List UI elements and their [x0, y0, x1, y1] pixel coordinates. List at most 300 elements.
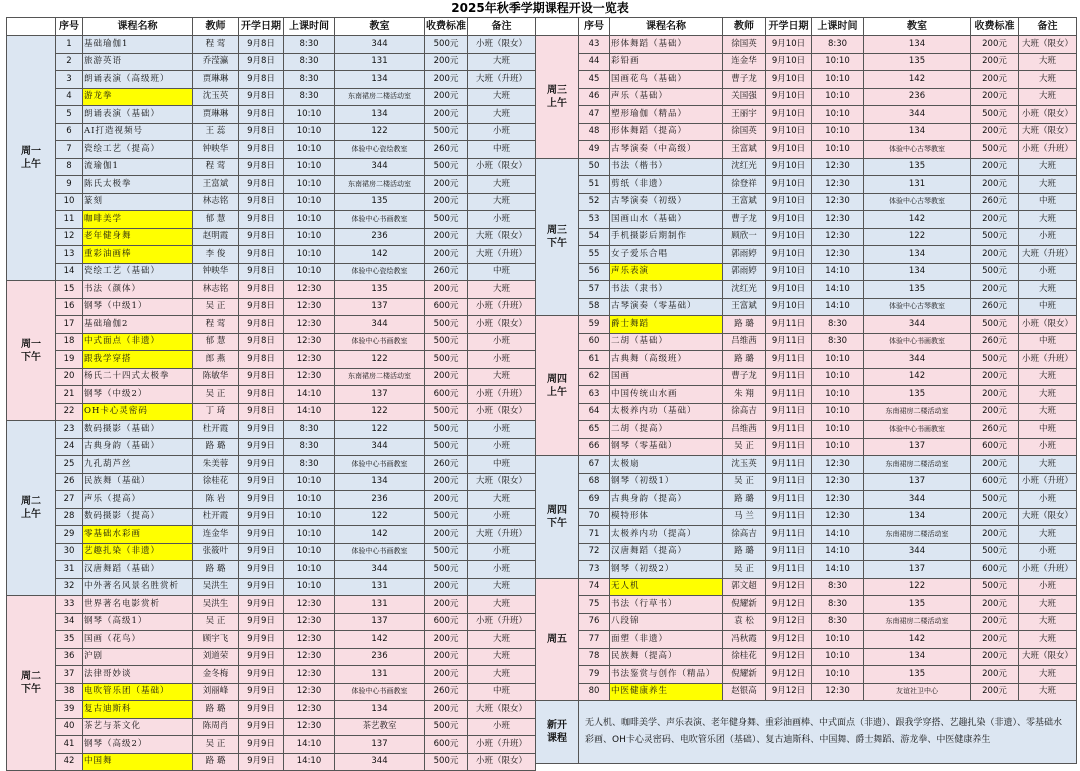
- start-date: 9月10日: [766, 71, 812, 89]
- row-no: 30: [56, 543, 83, 561]
- class-time: 8:30: [284, 36, 335, 54]
- table-row: [536, 211, 1077, 229]
- classroom: 135: [864, 281, 971, 299]
- course-name: 艺趣扎染（非遗）: [83, 543, 193, 561]
- start-date: 9月9日: [239, 596, 284, 614]
- period-label: 周四 下午: [536, 456, 579, 579]
- teacher: 倪耀新: [723, 666, 766, 684]
- class-time: 10:10: [284, 246, 335, 264]
- classroom: 东南裙房二楼活动室: [864, 456, 971, 474]
- course-name: 书法鉴赏与创作（精品）: [610, 666, 723, 684]
- note: 大班: [468, 281, 536, 299]
- classroom: 135: [864, 158, 971, 176]
- course-name: 中国传统山水画: [610, 386, 723, 404]
- row-no: 45: [579, 71, 610, 89]
- note: 小班: [1019, 228, 1077, 246]
- note: 大班（升班）: [468, 246, 536, 264]
- class-time: 14:10: [284, 753, 335, 771]
- header-row-left: [7, 18, 536, 36]
- table-row: [7, 298, 536, 316]
- note: 小班（升班）: [1019, 141, 1077, 159]
- table-row: [536, 473, 1077, 491]
- course-name: 老年健身舞: [83, 228, 193, 246]
- row-no: 34: [56, 613, 83, 631]
- start-date: 9月11日: [766, 526, 812, 544]
- header-teacher: 教师: [193, 18, 239, 36]
- teacher: 曹子龙: [723, 211, 766, 229]
- course-name: 跟我学穿搭: [83, 351, 193, 369]
- classroom: 122: [335, 351, 425, 369]
- fee: 200元: [425, 596, 468, 614]
- period-label: 周一 下午: [7, 281, 56, 421]
- fee: 500元: [425, 508, 468, 526]
- row-no: 77: [579, 631, 610, 649]
- course-name: 古琴演奏（初级）: [610, 193, 723, 211]
- classroom: 134: [864, 648, 971, 666]
- class-time: 10:10: [812, 71, 864, 89]
- classroom: 142: [864, 211, 971, 229]
- classroom: 东南裙房二楼活动室: [864, 613, 971, 631]
- fee: 500元: [971, 316, 1019, 334]
- classroom: 344: [335, 561, 425, 579]
- table-row: [7, 613, 536, 631]
- class-time: 10:10: [812, 368, 864, 386]
- start-date: 9月9日: [239, 543, 284, 561]
- start-date: 9月11日: [766, 561, 812, 579]
- course-name: 钢琴（零基础）: [610, 438, 723, 456]
- fee: 600元: [425, 613, 468, 631]
- teacher: 连金华: [723, 53, 766, 71]
- fee: 500元: [971, 543, 1019, 561]
- teacher: 贾琳琳: [193, 71, 239, 89]
- note: 小班（升班）: [1019, 473, 1077, 491]
- note: 小班: [1019, 491, 1077, 509]
- header-period: [7, 18, 56, 36]
- course-name: 古典舞（高级班）: [610, 351, 723, 369]
- fee: 500元: [425, 421, 468, 439]
- period-label: 周五: [536, 578, 579, 701]
- classroom: 137: [335, 736, 425, 754]
- start-date: 9月8日: [239, 106, 284, 124]
- table-row: [536, 298, 1077, 316]
- table-row: [536, 36, 1077, 54]
- classroom: 344: [864, 106, 971, 124]
- class-time: 12:30: [284, 701, 335, 719]
- classroom: 体验中心书画教室: [335, 683, 425, 701]
- table-row: [7, 141, 536, 159]
- course-name: 二胡（基础）: [610, 333, 723, 351]
- row-no: 21: [56, 386, 83, 404]
- period-label: 周三 下午: [536, 158, 579, 316]
- table-row: [7, 123, 536, 141]
- table-row: [536, 491, 1077, 509]
- fee: 200元: [971, 508, 1019, 526]
- table-row: [536, 176, 1077, 194]
- course-name: 汉唐舞蹈（提高）: [610, 543, 723, 561]
- note: 小班: [468, 718, 536, 736]
- fee: 500元: [971, 351, 1019, 369]
- course-name: 世界著名电影赏析: [83, 596, 193, 614]
- class-time: 12:30: [812, 158, 864, 176]
- class-time: 12:30: [812, 246, 864, 264]
- classroom: 142: [864, 71, 971, 89]
- class-time: 8:30: [812, 613, 864, 631]
- class-time: 12:30: [812, 211, 864, 229]
- start-date: 9月8日: [239, 71, 284, 89]
- table-row: [536, 53, 1077, 71]
- table-row: [536, 438, 1077, 456]
- row-no: 33: [56, 596, 83, 614]
- row-no: 74: [579, 578, 610, 596]
- table-row: [7, 438, 536, 456]
- class-time: 10:10: [812, 666, 864, 684]
- fee: 200元: [425, 701, 468, 719]
- teacher: 吴洪生: [193, 596, 239, 614]
- classroom: 137: [335, 613, 425, 631]
- class-time: 10:10: [284, 123, 335, 141]
- course-name: 基础瑜伽2: [83, 316, 193, 334]
- class-time: 10:10: [284, 473, 335, 491]
- teacher: 王 蕊: [193, 123, 239, 141]
- note: 中班: [1019, 421, 1077, 439]
- course-name: 爵士舞蹈: [610, 316, 723, 334]
- course-name: 太极扇: [610, 456, 723, 474]
- course-name: 中外著名风景名胜赏析: [83, 578, 193, 596]
- course-name: 中式面点（非遗）: [83, 333, 193, 351]
- table-row: [536, 508, 1077, 526]
- classroom: 122: [335, 403, 425, 421]
- row-no: 8: [56, 158, 83, 176]
- note: 大班: [1019, 403, 1077, 421]
- teacher: 程 莺: [193, 158, 239, 176]
- start-date: 9月8日: [239, 53, 284, 71]
- fee: 200元: [971, 281, 1019, 299]
- classroom: 体验中心古琴教室: [864, 298, 971, 316]
- classroom: 236: [335, 228, 425, 246]
- header-course: 课程名称: [83, 18, 193, 36]
- note: 小班（限女）: [1019, 106, 1077, 124]
- fee: 500元: [971, 578, 1019, 596]
- table-row: [7, 666, 536, 684]
- row-no: 28: [56, 508, 83, 526]
- fee: 500元: [425, 351, 468, 369]
- start-date: 9月8日: [239, 158, 284, 176]
- schedule-table-left: [6, 17, 536, 771]
- teacher: 钟映华: [193, 263, 239, 281]
- table-row: [7, 368, 536, 386]
- fee: 500元: [425, 438, 468, 456]
- start-date: 9月11日: [766, 421, 812, 439]
- teacher: 徐高吉: [723, 403, 766, 421]
- teacher: 郭文超: [723, 578, 766, 596]
- class-time: 12:30: [812, 193, 864, 211]
- class-time: 12:30: [284, 596, 335, 614]
- classroom: 135: [864, 666, 971, 684]
- start-date: 9月10日: [766, 298, 812, 316]
- teacher: 陈周肖: [193, 718, 239, 736]
- course-name: 茶艺与茶文化: [83, 718, 193, 736]
- start-date: 9月8日: [239, 36, 284, 54]
- period-label: 周二 上午: [7, 421, 56, 596]
- course-name: 民族舞（基础）: [83, 473, 193, 491]
- row-no: 20: [56, 368, 83, 386]
- course-name: 声乐表演: [610, 263, 723, 281]
- course-name: 复古迪斯科: [83, 701, 193, 719]
- course-name: 瓷绘工艺（提高）: [83, 141, 193, 159]
- note: 大班（限女）: [468, 228, 536, 246]
- teacher: 刘道荣: [193, 648, 239, 666]
- teacher: 陈 岩: [193, 491, 239, 509]
- teacher: 曹子龙: [723, 368, 766, 386]
- note: 小班（限女）: [468, 158, 536, 176]
- classroom: 134: [335, 106, 425, 124]
- table-row: [7, 53, 536, 71]
- note: 大班: [1019, 386, 1077, 404]
- classroom: 东南裙房二楼活动室: [864, 403, 971, 421]
- course-name: 女子爱乐合唱: [610, 246, 723, 264]
- row-no: 22: [56, 403, 83, 421]
- note: 大班: [1019, 631, 1077, 649]
- row-no: 10: [56, 193, 83, 211]
- classroom: 体验中心书画教室: [864, 333, 971, 351]
- class-time: 12:30: [812, 228, 864, 246]
- start-date: 9月8日: [239, 351, 284, 369]
- note: 大班: [468, 491, 536, 509]
- teacher: 郭雨婷: [723, 263, 766, 281]
- class-time: 10:10: [284, 228, 335, 246]
- fee: 500元: [425, 561, 468, 579]
- table-row: [536, 456, 1077, 474]
- class-time: 10:10: [812, 386, 864, 404]
- course-name: 朗诵表演（基础）: [83, 106, 193, 124]
- class-time: 10:10: [812, 631, 864, 649]
- row-no: 11: [56, 211, 83, 229]
- start-date: 9月9日: [239, 508, 284, 526]
- fee: 500元: [971, 263, 1019, 281]
- course-name: 书法（隶书）: [610, 281, 723, 299]
- class-time: 14:10: [284, 736, 335, 754]
- table-row: [536, 351, 1077, 369]
- start-date: 9月12日: [766, 613, 812, 631]
- start-date: 9月10日: [766, 228, 812, 246]
- fee: 200元: [425, 246, 468, 264]
- course-name: 形体舞蹈（提高）: [610, 123, 723, 141]
- teacher: 赵明霞: [193, 228, 239, 246]
- teacher: 徐登祥: [723, 176, 766, 194]
- course-name: 汉唐舞蹈（基础）: [83, 561, 193, 579]
- start-date: 9月9日: [239, 631, 284, 649]
- teacher: 刘丽峰: [193, 683, 239, 701]
- classroom: 344: [335, 438, 425, 456]
- classroom: 东南裙房二楼活动室: [335, 176, 425, 194]
- teacher: 徐桂花: [193, 473, 239, 491]
- teacher: 郁 慧: [193, 211, 239, 229]
- course-name: AI打造视频号: [83, 123, 193, 141]
- table-row: [536, 263, 1077, 281]
- row-no: 46: [579, 88, 610, 106]
- period-label: 周一 上午: [7, 36, 56, 281]
- teacher: 林志铭: [193, 193, 239, 211]
- row-no: 24: [56, 438, 83, 456]
- course-name: 杨氏二十四式太极拳: [83, 368, 193, 386]
- fee: 500元: [425, 211, 468, 229]
- fee: 200元: [971, 648, 1019, 666]
- row-no: 43: [579, 36, 610, 54]
- classroom: 134: [864, 123, 971, 141]
- start-date: 9月8日: [239, 211, 284, 229]
- course-name: 彩铅画: [610, 53, 723, 71]
- teacher: 路 璐: [193, 561, 239, 579]
- row-no: 32: [56, 578, 83, 596]
- note: 大班: [468, 631, 536, 649]
- course-name: 钢琴（高级1）: [83, 613, 193, 631]
- teacher: 陈敏华: [193, 368, 239, 386]
- teacher: 袁 松: [723, 613, 766, 631]
- class-time: 10:10: [284, 193, 335, 211]
- start-date: 9月10日: [766, 158, 812, 176]
- class-time: 10:10: [812, 438, 864, 456]
- course-name: 国画: [610, 368, 723, 386]
- teacher: 郎 燕: [193, 351, 239, 369]
- teacher: 沈红光: [723, 281, 766, 299]
- note: 小班（升班）: [468, 386, 536, 404]
- note: 小班: [468, 438, 536, 456]
- header-note: 备注: [1019, 18, 1077, 36]
- row-no: 27: [56, 491, 83, 509]
- start-date: 9月9日: [239, 666, 284, 684]
- teacher: 徐国英: [723, 36, 766, 54]
- table-row: [7, 106, 536, 124]
- class-time: 14:10: [812, 298, 864, 316]
- note: 小班（升班）: [468, 613, 536, 631]
- table-row: [7, 351, 536, 369]
- start-date: 9月8日: [239, 123, 284, 141]
- table-row: [536, 316, 1077, 334]
- classroom: 122: [335, 421, 425, 439]
- row-no: 18: [56, 333, 83, 351]
- table-row: [536, 596, 1077, 614]
- fee: 200元: [971, 36, 1019, 54]
- note: 大班（限女）: [468, 473, 536, 491]
- teacher: 徐桂花: [723, 648, 766, 666]
- classroom: 122: [864, 228, 971, 246]
- note: 小班: [468, 351, 536, 369]
- start-date: 9月9日: [239, 561, 284, 579]
- class-time: 12:30: [812, 491, 864, 509]
- classroom: 体验中心古琴教室: [864, 193, 971, 211]
- classroom: 137: [335, 298, 425, 316]
- note: 小班: [1019, 578, 1077, 596]
- note: 小班（限女）: [468, 36, 536, 54]
- table-row: [7, 193, 536, 211]
- teacher: 沈红光: [723, 158, 766, 176]
- teacher: 郁 慧: [193, 333, 239, 351]
- fee: 500元: [425, 543, 468, 561]
- table-row: [536, 631, 1077, 649]
- class-time: 10:10: [284, 526, 335, 544]
- fee: 200元: [971, 613, 1019, 631]
- start-date: 9月11日: [766, 491, 812, 509]
- fee: 260元: [425, 456, 468, 474]
- start-date: 9月8日: [239, 141, 284, 159]
- fee: 200元: [971, 683, 1019, 701]
- classroom: 131: [335, 666, 425, 684]
- row-no: 7: [56, 141, 83, 159]
- table-row: [7, 263, 536, 281]
- teacher: 程 莺: [193, 36, 239, 54]
- teacher: 赵银高: [723, 683, 766, 701]
- course-name: 声乐（提高）: [83, 491, 193, 509]
- table-row: [536, 246, 1077, 264]
- fee: 500元: [425, 333, 468, 351]
- table-row: [7, 228, 536, 246]
- course-name: 古典身韵（基础）: [83, 438, 193, 456]
- note: 大班（限女）: [1019, 508, 1077, 526]
- class-time: 10:10: [284, 578, 335, 596]
- fee: 200元: [425, 193, 468, 211]
- classroom: 142: [335, 246, 425, 264]
- teacher: 路 璐: [193, 753, 239, 771]
- row-no: 31: [56, 561, 83, 579]
- row-no: 56: [579, 263, 610, 281]
- classroom: 122: [335, 508, 425, 526]
- note: 大班: [468, 53, 536, 71]
- fee: 200元: [425, 88, 468, 106]
- table-row: [7, 683, 536, 701]
- classroom: 142: [864, 631, 971, 649]
- note: 中班: [468, 141, 536, 159]
- teacher: 程 莺: [193, 316, 239, 334]
- classroom: 体验中心书画教室: [335, 211, 425, 229]
- fee: 200元: [971, 368, 1019, 386]
- header-fee: 收费标准: [425, 18, 468, 36]
- course-name: 数码摄影（提高）: [83, 508, 193, 526]
- row-no: 57: [579, 281, 610, 299]
- table-row: [7, 333, 536, 351]
- table-row: [536, 666, 1077, 684]
- fee: 200元: [971, 403, 1019, 421]
- header-period: [536, 18, 579, 36]
- class-time: 8:30: [284, 438, 335, 456]
- start-date: 9月10日: [766, 53, 812, 71]
- classroom: 茶艺教室: [335, 718, 425, 736]
- fee: 500元: [425, 36, 468, 54]
- course-name: 太极养内功（基础）: [610, 403, 723, 421]
- fee: 500元: [971, 141, 1019, 159]
- fee: 200元: [971, 386, 1019, 404]
- start-date: 9月9日: [239, 473, 284, 491]
- note: 中班: [468, 456, 536, 474]
- note: 中班: [1019, 333, 1077, 351]
- teacher: 徐高吉: [723, 526, 766, 544]
- fee: 500元: [425, 753, 468, 771]
- classroom: 344: [864, 491, 971, 509]
- class-time: 12:30: [284, 316, 335, 334]
- class-time: 12:30: [284, 718, 335, 736]
- course-name: 旅游英语: [83, 53, 193, 71]
- table-row: [7, 176, 536, 194]
- row-no: 40: [56, 718, 83, 736]
- note: 大班（限女）: [1019, 123, 1077, 141]
- teacher: 吴 正: [193, 613, 239, 631]
- header-teacher: 教师: [723, 18, 766, 36]
- note: 小班（限女）: [468, 403, 536, 421]
- table-row: [536, 561, 1077, 579]
- row-no: 73: [579, 561, 610, 579]
- table-row: [7, 71, 536, 89]
- row-no: 53: [579, 211, 610, 229]
- class-time: 10:10: [284, 106, 335, 124]
